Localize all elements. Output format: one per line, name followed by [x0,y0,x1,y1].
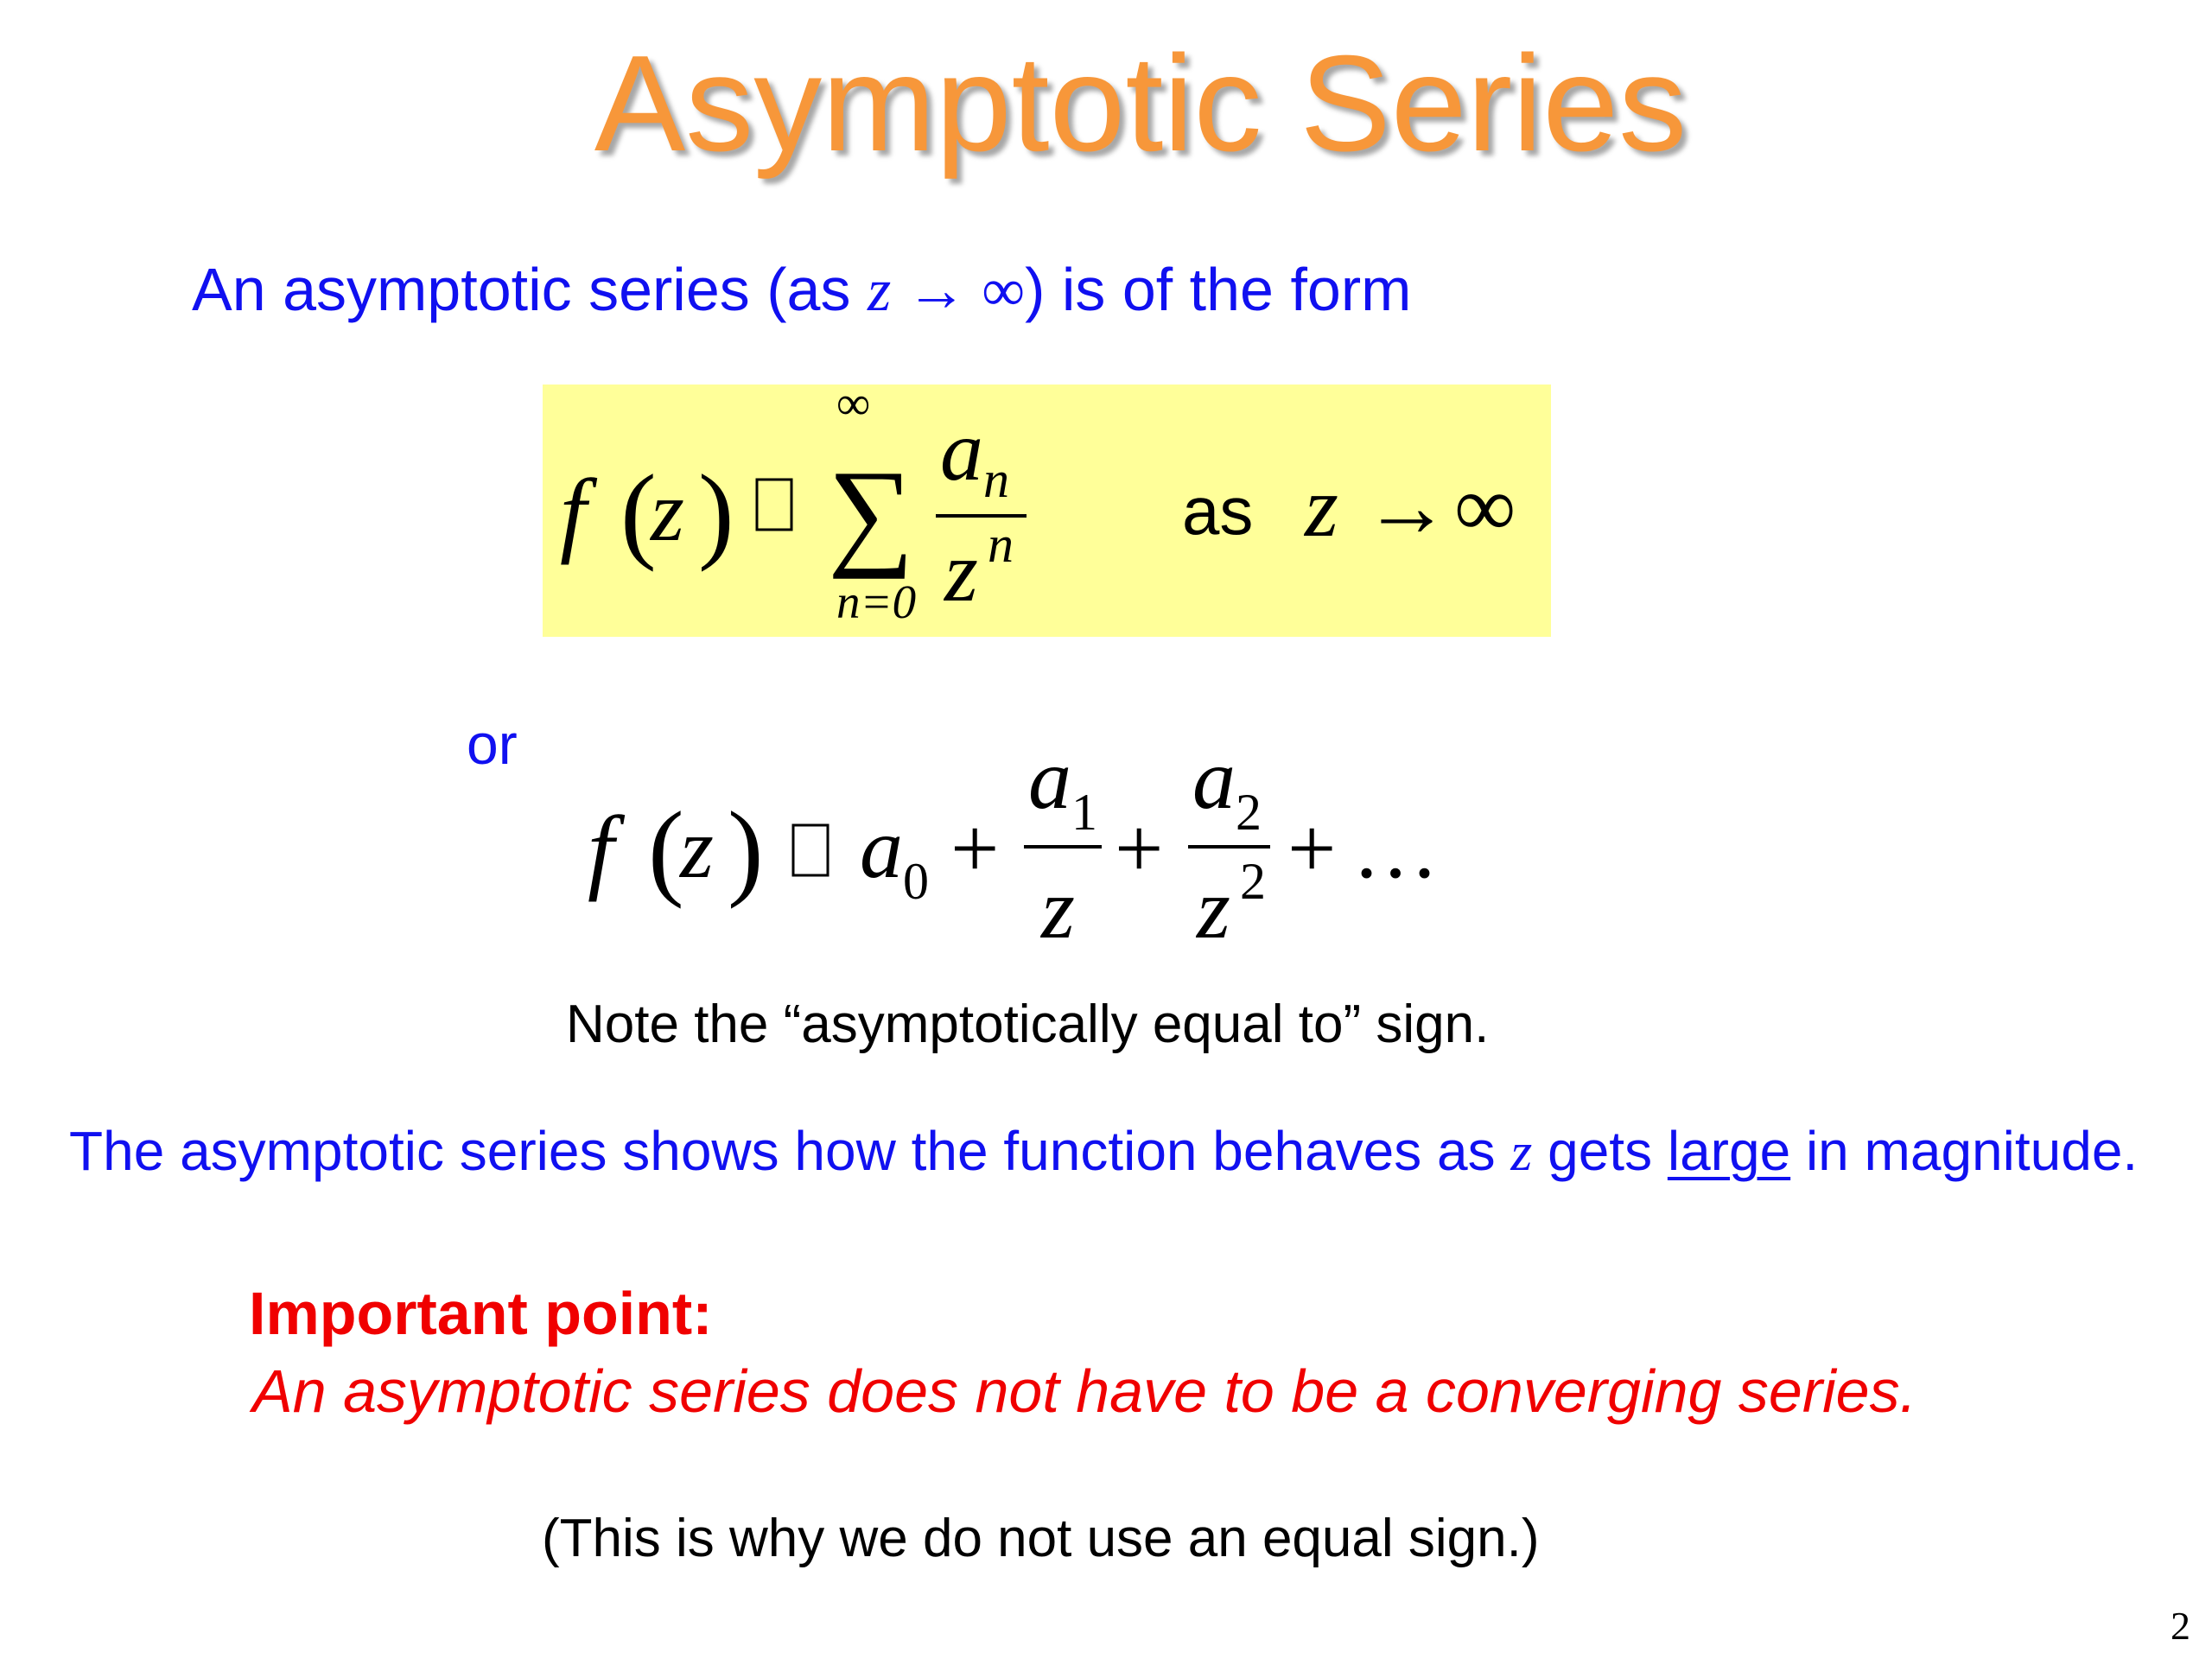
behaves-var-z: z [1510,1121,1533,1182]
formula2-plus-2: + [1115,800,1164,896]
intro-text-before: An asymptotic series (as [192,256,868,323]
formula2-f: f [588,797,614,902]
formula1-sum-symbol: ∑ [828,446,914,580]
formula1-denominator: z [944,524,978,620]
intro-var-z: z [867,257,892,324]
parenthetical-note: (This is why we do not use an equal sign.) [542,1509,1540,1568]
formula1-sum-upper: ∞ [836,385,871,429]
formula1-close-paren: ) [698,454,734,573]
formula2-plus-1: + [950,800,1000,896]
formula2-den2-sup: 2 [1240,853,1266,910]
asymptotic-series-formula [543,385,1551,637]
behaves-before: The asymptotic series shows how the function behaves as [69,1120,1511,1182]
unknown-glyph-box [757,480,791,530]
intro-text-after: ) is of the form [1025,256,1412,323]
formula1-z: z [651,463,684,559]
formula1-z-limit: z [1305,459,1338,555]
formula2-a1-sub: 1 [1071,784,1097,841]
behaves-after: in magnitude. [1790,1120,2139,1182]
behaves-middle: gets [1532,1120,1668,1182]
formula2-close-paren: ) [728,791,764,910]
important-text: An asymptotic series does not have to be a converging series. [252,1357,1917,1425]
formula1-numerator-sub: n [983,451,1009,508]
slide-title: Asymptotic Series [594,28,1688,180]
formula2-z: z [680,800,714,896]
formula2-a0: a [860,800,903,896]
formula2-ellipsis: … [1352,800,1439,896]
intro-text [192,255,1411,326]
unknown-glyph-box-2 [793,825,828,875]
expanded-series-formula [562,743,1469,968]
formula2-plus-3: + [1287,800,1337,896]
formula1-arrow: → [1363,459,1450,555]
formula2-a2: a [1192,743,1236,827]
formula1-denominator-sup: n [988,516,1014,573]
behaves-underlined-large: large [1667,1120,1791,1182]
formula1-infinity: ∞ [1454,459,1516,555]
formula2-open-paren: ( [648,791,684,910]
formula2-a1: a [1028,743,1071,827]
intro-arrow-infinity: → ∞ [891,257,1026,324]
formula1-sum-lower: n=0 [836,575,917,628]
or-label: or [467,712,518,776]
formula1-open-paren: ( [620,454,657,573]
behaves-text [69,1119,2138,1184]
formula2-den1: z [1041,861,1075,957]
formula1-numerator: a [940,403,983,499]
important-title: Important point: [249,1280,713,1347]
page-number: 2 [2171,1604,2190,1648]
formula2-den2: z [1197,861,1230,957]
formula1-as-label: as [1182,473,1254,549]
note-text: Note the “asymptotically equal to” sign. [566,995,1490,1054]
formula2-a2-sub: 2 [1236,784,1262,841]
formula1-f: f [560,460,587,565]
formula2-a0-sub: 0 [903,853,929,910]
